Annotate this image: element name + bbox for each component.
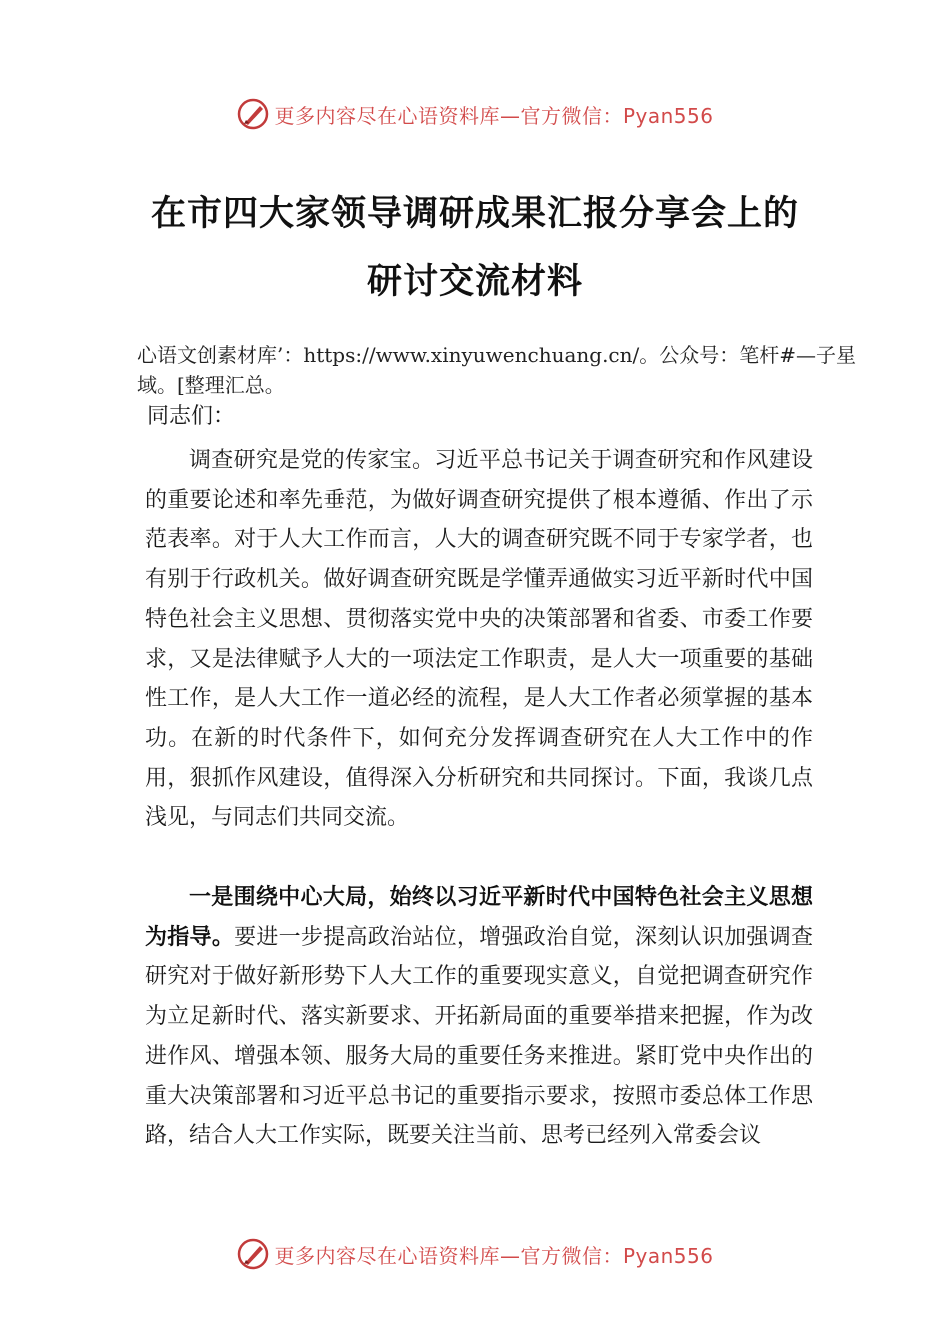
- paragraph-2-lead: 一是围绕中心大局，始终以习近平新时代中国特色社会主义思想为指导。: [145, 885, 813, 950]
- paragraph-2: [145, 878, 813, 1156]
- source-note: 心语文创素材库’：https://www.xinyuwenchuang.cn/。公众号：笔杆#—子星域。[整理汇总。: [137, 343, 857, 397]
- salutation: 同志们：: [147, 404, 236, 429]
- paragraph-1: 调查研究是党的传家宝。习近平总书记关于调查研究和作风建设的重要论述和率先垂范，为做好调查研究提供了根本遵循、作出了示范表率。对于人大工作而言，人大的调查研究既不同于专家学者，也有别于行政机关。做好调查研究既是学懂弄通做实习近平新时代中国特色社会主义思想、贯彻落实党中央的决策部署和省委、市委工作要求，又是法律赋予人大的一项法定工作职责，是人大一项重要的基础性工作，是人大工作一道必经的流程，是人大工作者必须掌握的基本功。在新的时代条件下，如何充分发挥调查研究在人大工作中的作用，狠抓作风建设，值得深入分析研究和共同探讨。下面，我谈几点浅见，与同志们共同交流。: [145, 448, 813, 831]
- footer-banner: [0, 1232, 950, 1276]
- header-banner: [0, 92, 950, 136]
- banner-text: 更多内容尽在心语资料库—官方微信：Pyan556: [274, 1243, 714, 1268]
- pen-logo-icon: [236, 97, 270, 131]
- document-title-line-2: 研讨交流材料: [366, 261, 583, 302]
- paragraph-2-body: 要进一步提高政治站位，增强政治自觉，深刻认识加强调查研究对于做好新形势下人大工作的重要现实意义，自觉把调查研究作为立足新时代、落实新要求、开拓新局面的重要举措来把握，作为改进作风、增强本领、服务大局的重要任务来推进。紧盯党中央作出的重大决策部署和习近平总书记的重要指示要求，按照市委总体工作思路，结合人大工作实际，既要关注当前、思考已经列入常委会议: [145, 924, 813, 1149]
- banner-text: 更多内容尽在心语资料库—官方微信：Pyan556: [274, 103, 714, 128]
- document-title-line-1: 在市四大家领导调研成果汇报分享会上的: [150, 193, 799, 234]
- pen-logo-icon: [236, 1237, 270, 1271]
